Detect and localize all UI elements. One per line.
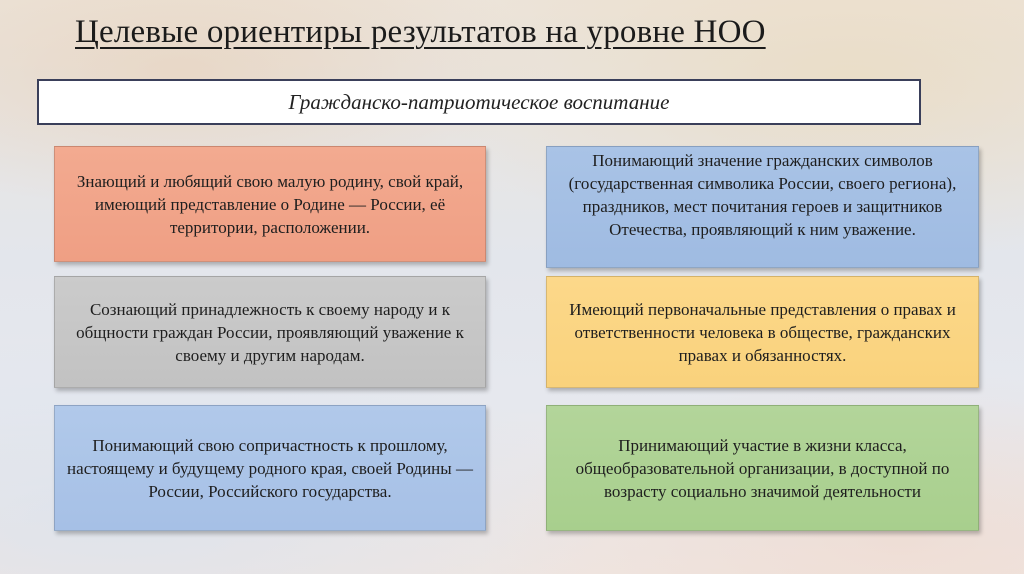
card-text: Сознающий принадлежность к своему народу и к общности граждан России, проявляющий уважение к своему и другим народам. bbox=[76, 299, 464, 365]
card-text: Принимающий участие в жизни класса, общеобразовательной организации, в доступной по возрасту социально значимой деятельности bbox=[575, 435, 950, 501]
card-malaya-rodina bbox=[54, 146, 486, 262]
card-prava-i-obyazannosti bbox=[546, 276, 979, 388]
card-text: Понимающий свою сопричастность к прошлому, настоящему и будущему родного края, своей Родины — России, Российского государства. bbox=[67, 435, 473, 501]
card-text: Знающий и любящий свою малую родину, свой край, имеющий представление о Родине — России, её территории, расположении. bbox=[76, 171, 464, 237]
slide-title: Целевые ориентиры результатов на уровне НОО bbox=[75, 14, 766, 50]
section-subtitle-box bbox=[37, 79, 921, 125]
card-text: Понимающий значение гражданских символов (государственная символика России, своего региона), праздников, мест почитания героев и защитников Отечества, проявляющий к ним уважение. bbox=[568, 151, 957, 239]
card-prinadlezhnost-narodu bbox=[54, 276, 486, 388]
section-subtitle: Гражданско-патриотическое воспитание bbox=[288, 89, 670, 114]
card-text: Имеющий первоначальные представления о правах и ответственности человека в обществе, гражданских правах и обязанностях. bbox=[569, 299, 956, 365]
card-grazhdanskie-simvoly bbox=[546, 146, 979, 268]
card-uchastie-v-zhizni-klassa bbox=[546, 405, 979, 531]
card-soprichastnost bbox=[54, 405, 486, 531]
